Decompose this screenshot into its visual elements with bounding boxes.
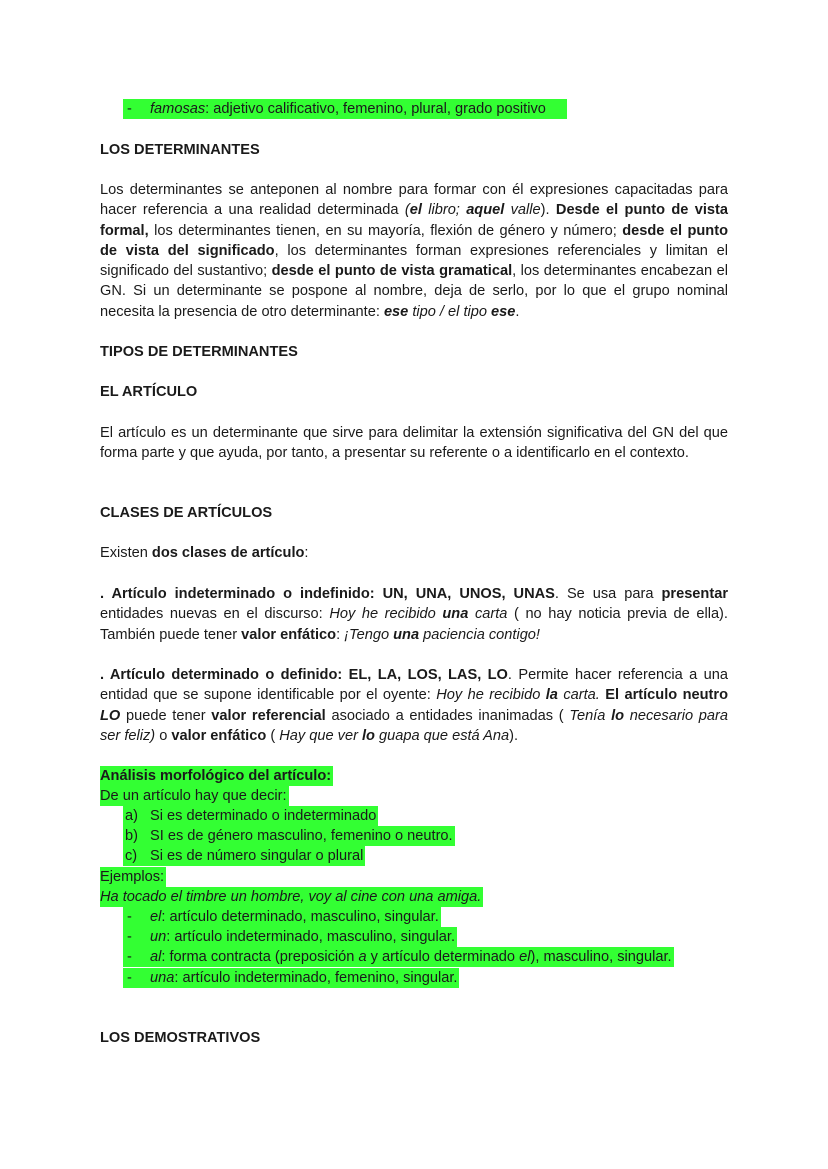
analisis-intro: De un artículo hay que decir: — [100, 788, 287, 804]
text-run: lo — [362, 727, 375, 744]
example-dash: - — [127, 929, 132, 945]
example-row — [123, 947, 674, 967]
text-run: ( — [404, 202, 410, 219]
text-run: el — [150, 909, 162, 925]
text-run: valor referencial — [211, 707, 326, 724]
text-run: guapa que está Ana — [374, 727, 510, 744]
heading-articulo: EL ARTÍCULO — [100, 384, 198, 400]
ejemplos-label: Ejemplos: — [100, 869, 165, 885]
heading-determinantes: LOS DETERMINANTES — [100, 142, 260, 158]
text-run: la — [545, 687, 558, 704]
example-row — [123, 907, 441, 927]
text-run: Hoy he recibido — [329, 606, 443, 623]
top-bullet — [123, 99, 567, 119]
text-run: necesario para ser feliz) — [100, 707, 728, 744]
text-run: ), masculino, singular. — [530, 949, 672, 965]
text-run: Los determinantes se anteponen al nombre para formar con él expresiones capacitadas para hacer referencia a una realidad determinada — [100, 182, 728, 219]
text-run: aquel — [466, 202, 505, 219]
text-run: entidades nuevas en el discurso: — [100, 606, 330, 623]
heading-clases: CLASES DE ARTÍCULOS — [100, 505, 273, 521]
text-run: . — [515, 303, 520, 320]
text-run: a — [358, 949, 367, 965]
example-row — [123, 927, 457, 947]
item-text: Si es de número singular o plural — [150, 848, 364, 864]
analisis-title: Análisis morfológico del artículo: — [100, 768, 332, 784]
sentence-text: Ha tocado el timbre un hombre, voy al cine con una amiga. — [100, 889, 482, 905]
text-run: . Permite hacer referencia a una entidad que se supone identificable por el oyente: — [100, 667, 728, 704]
item-marker: c) — [125, 848, 138, 864]
text-run: ese — [491, 303, 516, 320]
text-run: Desde el punto de vista formal, — [100, 202, 728, 239]
bullet-desc: : adjetivo calificativo, femenino, plural, grado positivo — [205, 101, 546, 117]
text-run: ( no hay noticia previa de ella). También puede tener — [100, 606, 728, 643]
text-run: : — [336, 626, 345, 643]
text-run: al — [150, 949, 162, 965]
text-run: . Se usa para — [554, 586, 662, 602]
bullet-term: famosas — [150, 101, 206, 117]
example-dash: - — [127, 949, 132, 965]
analisis-item-c — [123, 846, 365, 866]
text-run: , los determinantes forman expresiones referenciales y limitan el significado del sustantivo; — [100, 242, 728, 280]
text-run: o — [155, 727, 172, 744]
text-run: y artículo determinado — [366, 949, 520, 965]
text-run: carta — [468, 606, 508, 623]
example-row — [123, 968, 459, 988]
text-run: una — [442, 606, 469, 623]
analisis-item-a — [123, 806, 378, 826]
paragraph-determinantes — [100, 180, 728, 322]
text-run: : forma contracta (preposición — [161, 949, 359, 965]
text-run: ). — [509, 727, 519, 744]
text-run: un — [150, 929, 167, 945]
text-run: ese — [383, 303, 409, 320]
text-run: El artículo neutro — [605, 687, 728, 704]
paragraph-indeterminado — [100, 584, 728, 645]
paragraph-articulo: El artículo es un determinante que sirve para delimitar la extensión significativa del GN del que forma parte y que ayuda, por tanto, a presentar su referente o a identificarlo en el contexto. — [100, 425, 728, 462]
text-run: valle — [504, 202, 541, 219]
example-dash: - — [127, 970, 132, 986]
text-run: . Artículo indeterminado o indefinido: UN, UNA, UNOS, UNAS — [100, 586, 555, 602]
text-run: una — [393, 626, 420, 643]
text-run: : artículo indeterminado, masculino, singular. — [166, 929, 456, 945]
item-text: SI es de género masculino, femenino o neutro. — [150, 828, 453, 844]
text-run: lo — [611, 707, 625, 724]
text-run: ¡Tengo — [344, 626, 394, 643]
text-run: : — [304, 545, 309, 561]
text-run: LO — [100, 707, 121, 724]
text-run: : artículo indeterminado, femenino, singular. — [174, 970, 458, 986]
paragraph-determinado — [100, 665, 728, 746]
text-run: Tenía — [569, 707, 612, 724]
text-run: desde el punto de vista del significado — [100, 222, 729, 259]
text-run: carta. — [557, 687, 600, 704]
text-run: ( — [266, 727, 280, 744]
analisis-item-b — [123, 826, 455, 846]
heading-demostrativos: LOS DEMOSTRATIVOS — [100, 1030, 261, 1046]
text-run: . Artículo determinado o definido: EL, LA, LOS, LAS, LO — [100, 667, 508, 683]
heading-tipos: TIPOS DE DETERMINANTES — [100, 344, 298, 360]
text-run: dos clases de artículo — [151, 545, 305, 561]
example-text — [150, 909, 439, 925]
text-run: puede tener — [120, 707, 212, 724]
text-run: una — [150, 970, 175, 986]
text-run: Hoy he recibido — [436, 687, 546, 704]
example-text — [150, 929, 455, 945]
item-marker: a) — [125, 808, 138, 824]
text-run: presentar — [661, 586, 728, 602]
example-dash: - — [127, 909, 132, 925]
item-text: Si es determinado o indeterminado — [150, 808, 377, 824]
text-run: el — [519, 949, 531, 965]
ejemplo-sentence — [100, 887, 483, 907]
text-run: libro; — [421, 202, 467, 219]
text-run: valor enfático — [171, 727, 267, 744]
text-run: paciencia contigo! — [419, 626, 540, 643]
paragraph-existen — [100, 543, 728, 563]
example-text — [150, 949, 672, 965]
text-run: el — [409, 202, 422, 219]
text-run: ). — [540, 202, 556, 219]
text-run: Hay que ver — [279, 727, 362, 744]
item-marker: b) — [125, 828, 138, 844]
bullet-dash: - — [127, 101, 132, 117]
example-text — [150, 970, 457, 986]
text-run: valor enfático — [241, 626, 337, 643]
text-run: tipo / el tipo — [408, 303, 492, 320]
text-run: los determinantes tienen, en su mayoría, flexión de género y número; — [148, 222, 623, 239]
text-run: Existen — [100, 545, 152, 561]
text-run: : artículo determinado, masculino, singular. — [161, 909, 439, 925]
text-run: , los determinantes encabezan el GN. Si un determinante se pospone al nombre, deja de serlo, por lo que el grupo nominal necesita la presencia de otro determinante: — [100, 263, 728, 320]
text-run: asociado a entidades inanimadas ( — [325, 707, 570, 724]
text-run: desde el punto de vista gramatical — [271, 263, 513, 280]
